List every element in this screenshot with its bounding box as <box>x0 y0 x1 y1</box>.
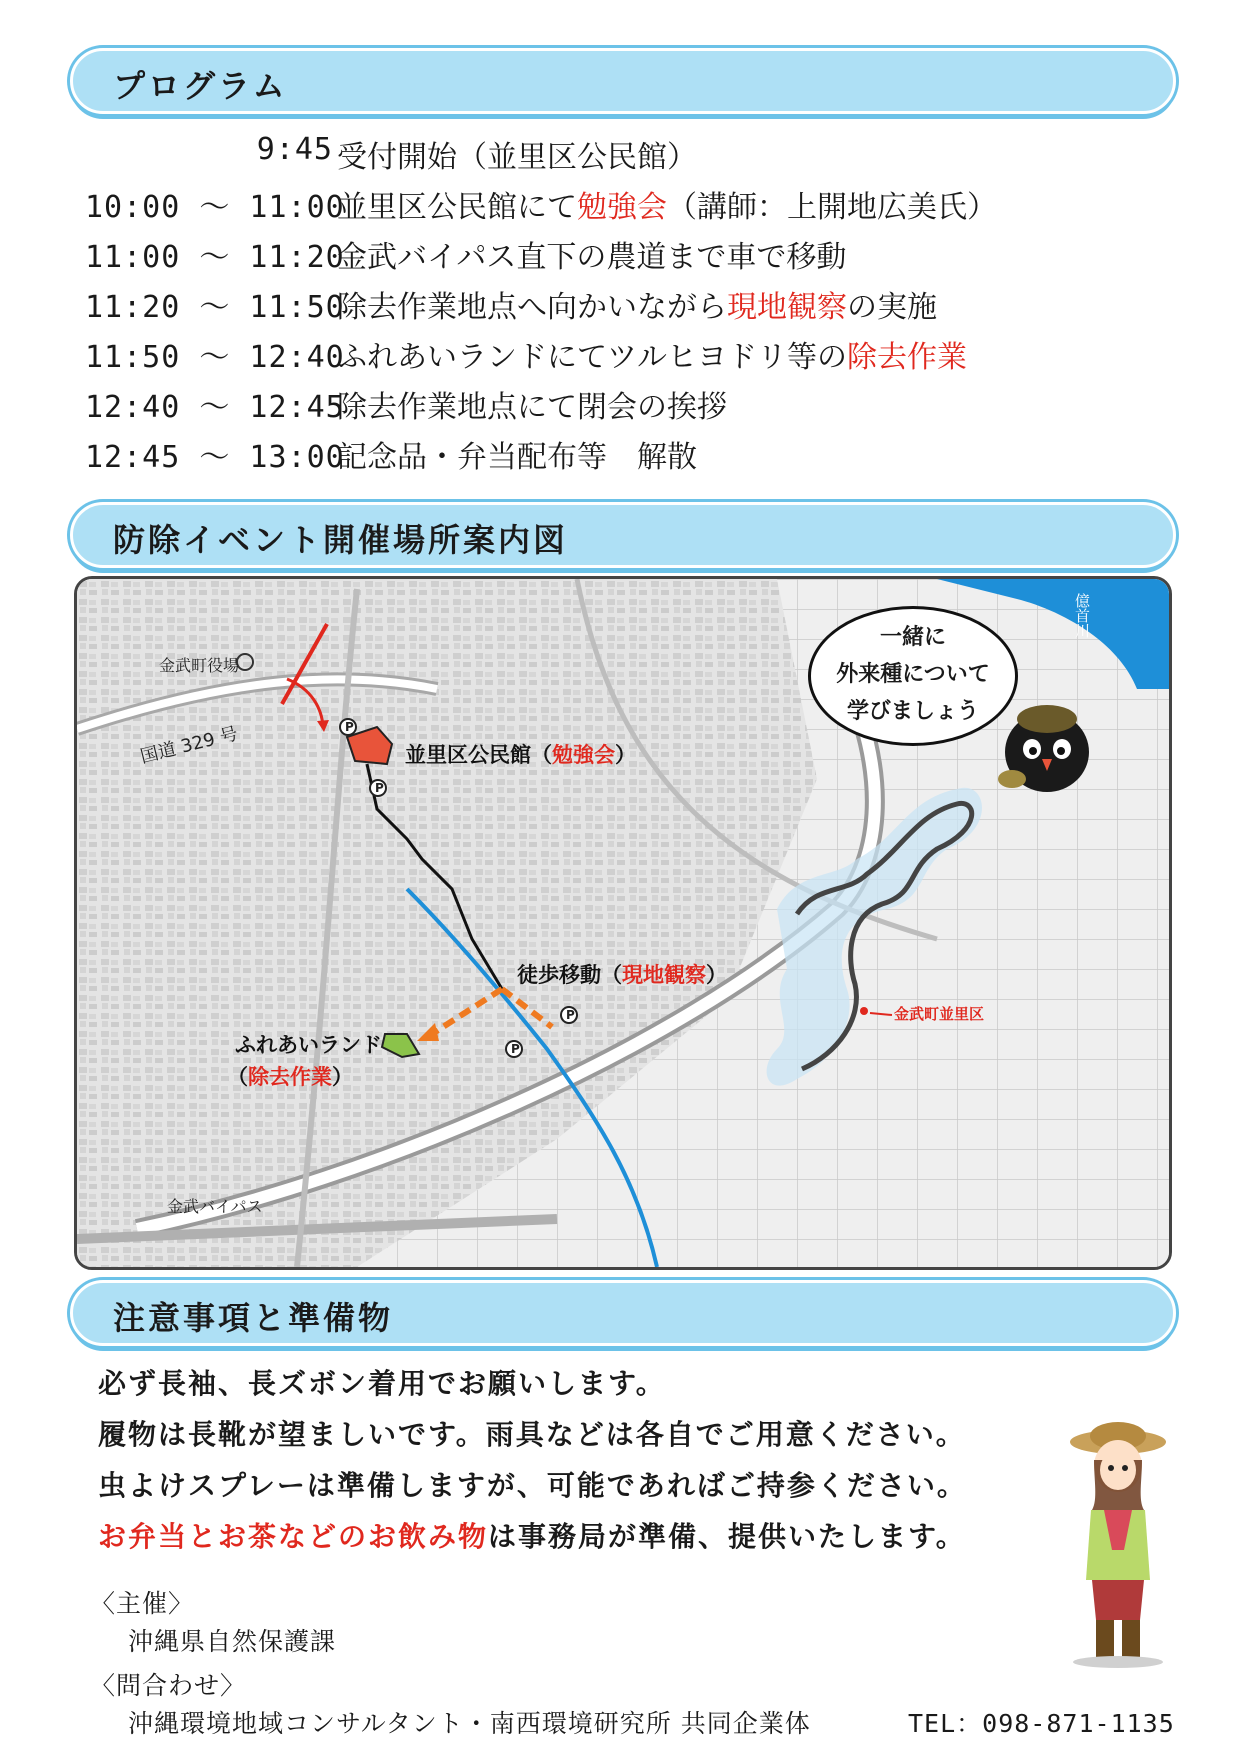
program-text: 受付開始（並里区公民館） <box>337 140 697 175</box>
organizer-label: 〈主催〉 <box>90 1589 195 1618</box>
program-time: 11:00 ～ 11:20 <box>85 240 345 275</box>
program-row <box>85 182 997 226</box>
program-time: 11:20 ～ 11:50 <box>85 290 345 325</box>
walk-label: 徒歩移動（現地観察） <box>517 963 727 987</box>
fureai-task-label: （除去作業） <box>227 1065 353 1089</box>
map-title: 防除イベント開催場所案内図 <box>113 521 569 559</box>
program-time: 12:45 ～ 13:00 <box>85 440 345 475</box>
program-text-part: 勉強会 <box>577 190 667 225</box>
map-section-header <box>70 502 1176 568</box>
contact-label: 〈問合わせ〉 <box>90 1671 247 1700</box>
program-text-part: 除去作業 <box>847 340 967 375</box>
parking-label: P <box>345 720 354 734</box>
parking-label: P <box>566 1008 575 1022</box>
program-text-part: ふれあいランドにてツルヒヨドリ等の <box>337 340 847 375</box>
program-row <box>85 132 697 176</box>
fureai-label: ふれあいランド <box>235 1033 382 1057</box>
program-text: 記念品・弁当配布等 解散 <box>337 440 697 475</box>
program-text <box>337 182 997 226</box>
program-text: 金武バイパス直下の農道まで車で移動 <box>337 240 847 275</box>
hall-label: 並里区公民館（勉強会） <box>405 743 636 767</box>
contact-tel: TEL：098-871-1135 <box>908 1709 1175 1738</box>
program-row <box>85 282 937 326</box>
route-label: 国道 329 号 <box>138 723 241 768</box>
program-title: プログラム <box>113 67 288 105</box>
bubble-line: 一緒に <box>879 625 946 650</box>
bypass-label: 金武バイパス <box>167 1197 263 1216</box>
program-row <box>85 232 847 276</box>
program-text-part: 現地観察 <box>727 290 847 325</box>
note-line: お弁当とお茶などのお飲み物は事務局が準備、提供いたします。 <box>98 1520 966 1553</box>
program-text-part: の実施 <box>847 290 937 325</box>
woman-illustration-icon <box>1058 1420 1180 1670</box>
okinawa-marker-label: 金武町並里区 <box>894 1005 985 1023</box>
notes-section-header <box>70 1280 1176 1346</box>
program-text <box>337 332 967 376</box>
note-line: 履物は長靴が望ましいです。雨具などは各自でご用意ください。 <box>98 1418 966 1451</box>
note-line: 虫よけスプレーは準備しますが、可能であればご持参ください。 <box>98 1469 967 1502</box>
bubble-line: 学びましょう <box>846 699 979 724</box>
program-section-header <box>70 48 1176 114</box>
speech-bubble <box>808 606 1018 746</box>
program-text: 除去作業地点にて閉会の挨拶 <box>337 390 727 425</box>
program-text-part: 除去作業地点へ向かいながら <box>337 290 727 325</box>
program-text <box>337 282 937 326</box>
program-text-part: （講師：上開地広美氏） <box>667 190 997 225</box>
program-time: 9:45 <box>256 132 333 167</box>
town-office-label: 金武町役場 <box>159 656 240 675</box>
parking-label: P <box>375 781 384 795</box>
program-row <box>85 332 967 376</box>
bubble-line: 外来種について <box>836 662 990 687</box>
program-row <box>85 432 697 476</box>
program-time: 12:40 ～ 12:45 <box>85 390 345 425</box>
parking-label: P <box>511 1042 520 1056</box>
river-label: 億首川 <box>1073 593 1091 638</box>
program-row <box>85 382 727 426</box>
notes-title: 注意事項と準備物 <box>113 1299 394 1337</box>
program-text-part: 並里区公民館にて <box>337 190 577 225</box>
program-time: 11:50 ～ 12:40 <box>85 340 345 375</box>
program-time: 10:00 ～ 11:00 <box>85 190 345 225</box>
contact-name: 沖縄環境地域コンサルタント・南西環境研究所 共同企業体 <box>128 1709 811 1738</box>
note-line: 必ず長袖、長ズボン着用でお願いします。 <box>98 1367 666 1400</box>
organizer-name: 沖縄県自然保護課 <box>128 1627 337 1656</box>
